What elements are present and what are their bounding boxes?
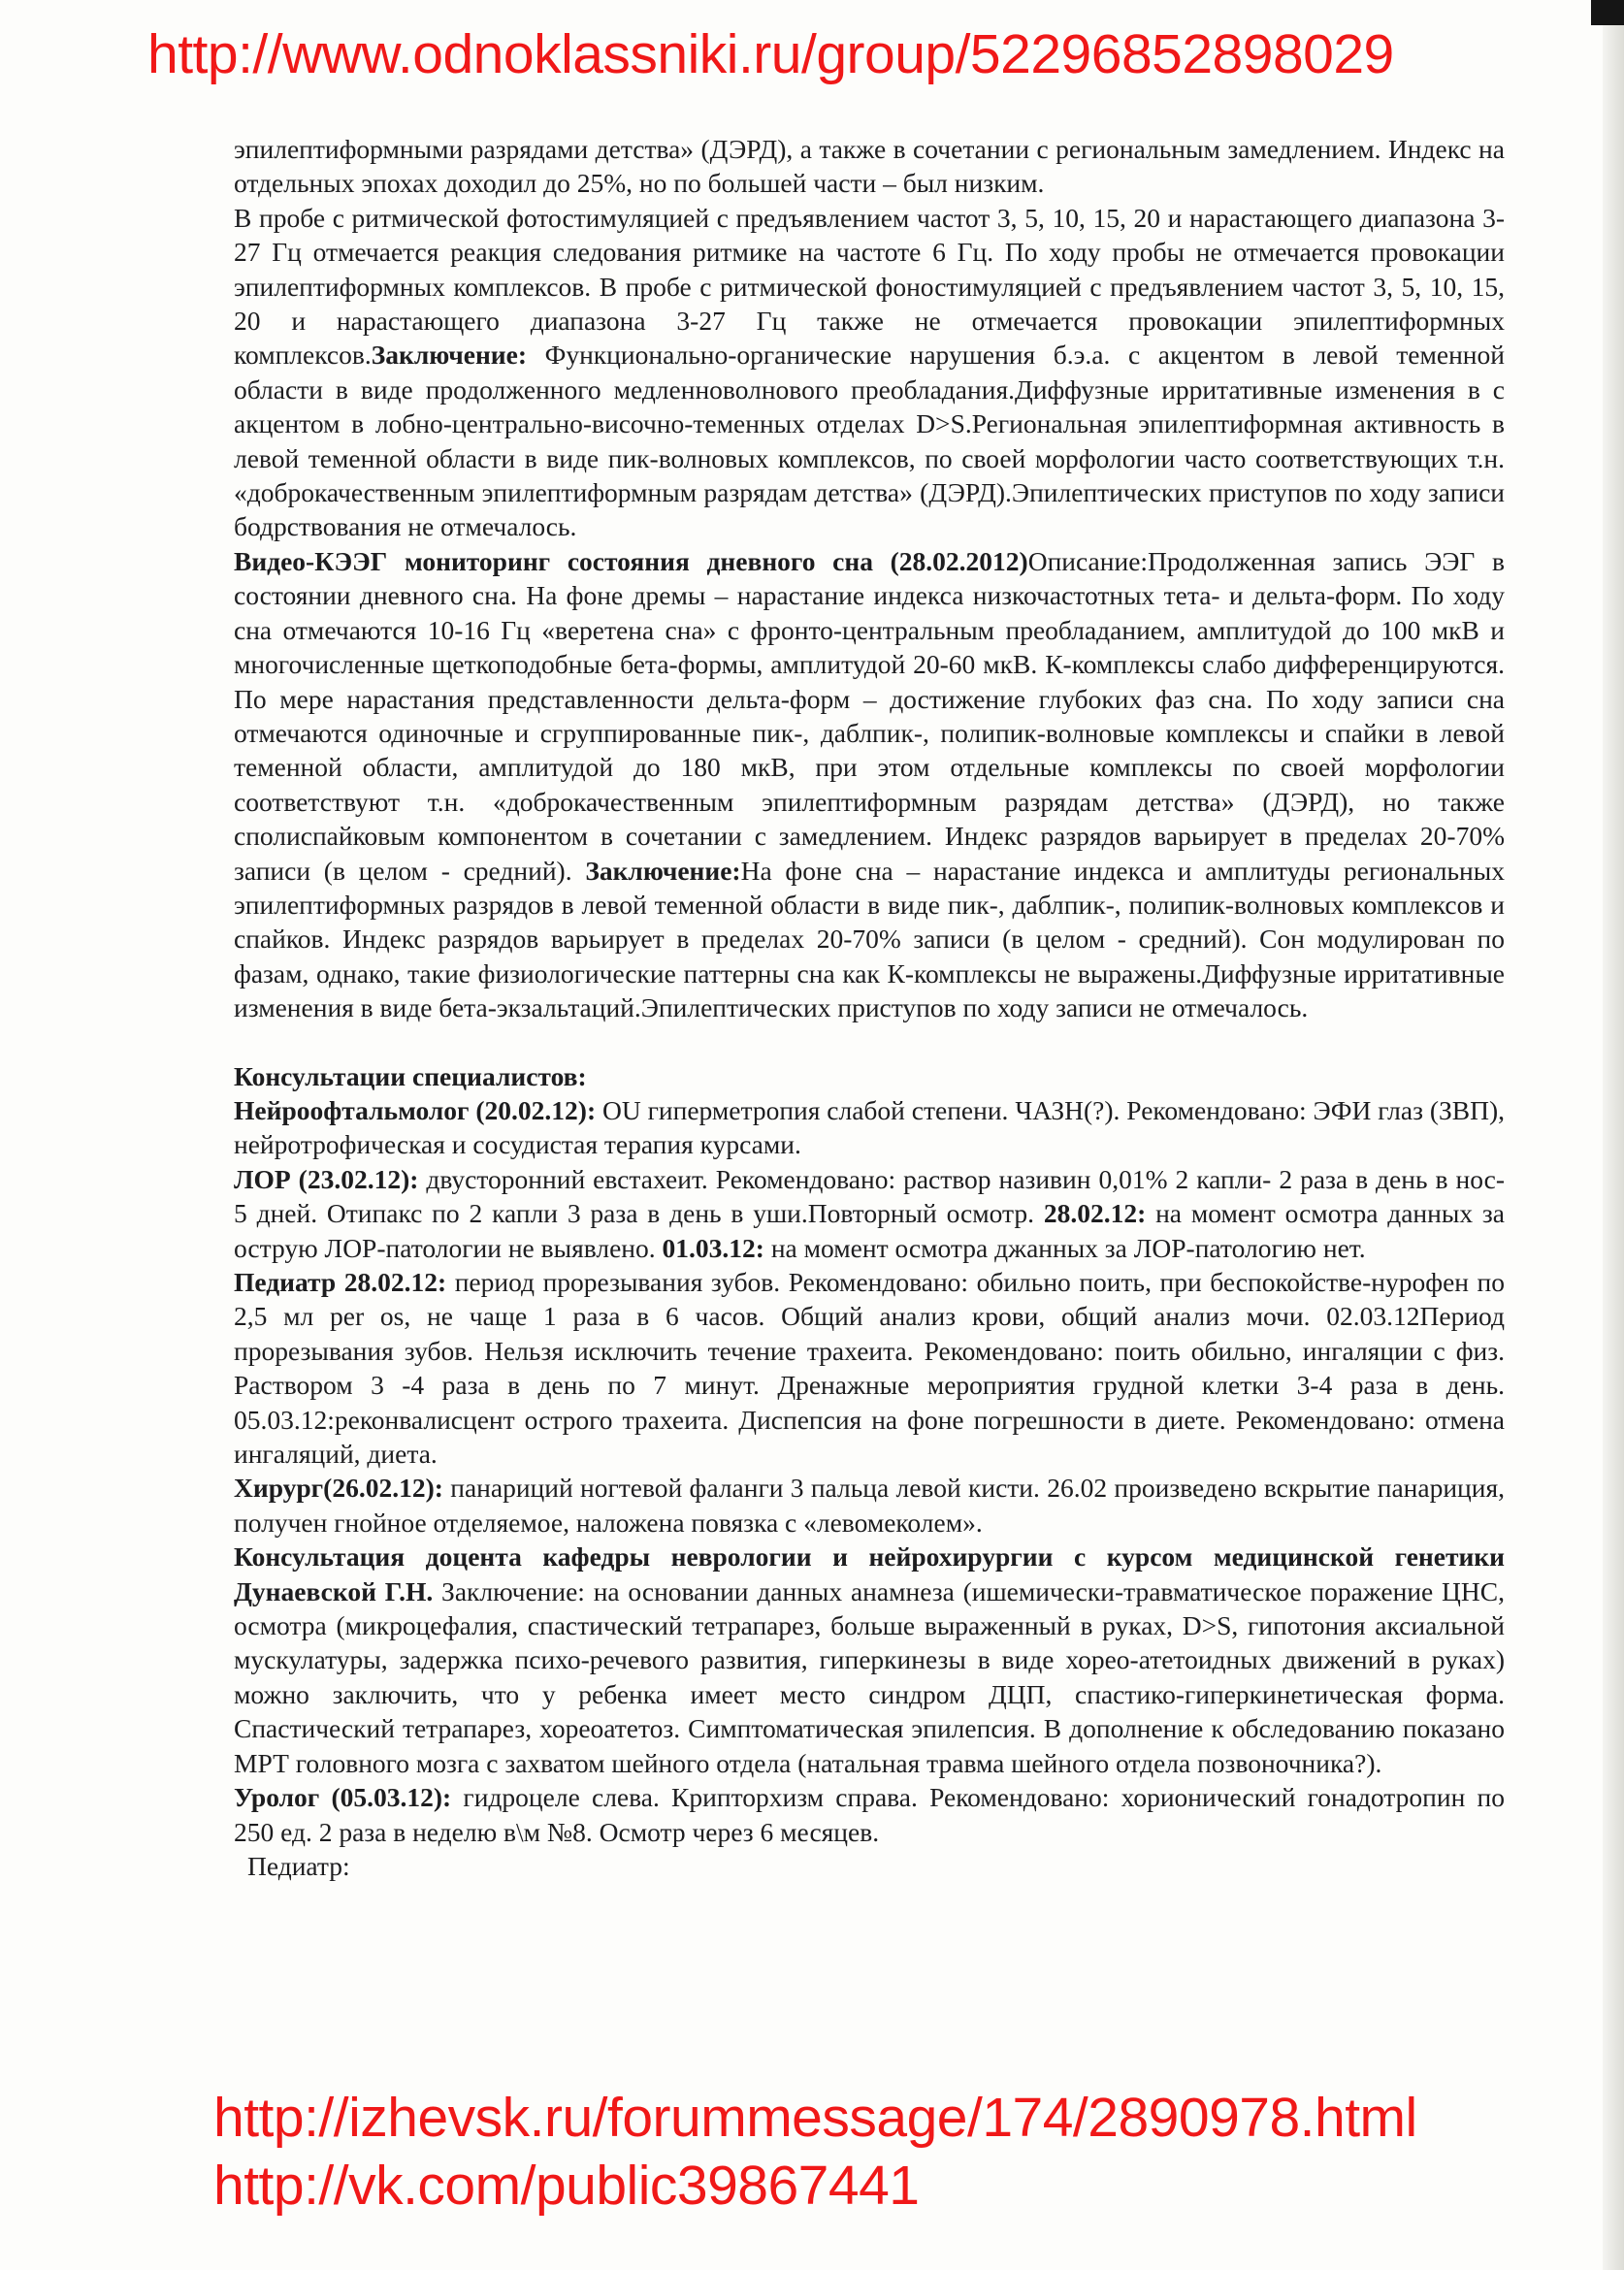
paragraph-stimulation bbox=[234, 201, 1505, 544]
paragraph-pediatrician-label bbox=[234, 1849, 1505, 1883]
watermark-bottom-url-1: http://izhevsk.ru/forummessage/174/2890978.html bbox=[213, 2087, 1417, 2149]
paragraph-sleep-eeg bbox=[234, 544, 1505, 1025]
label-date: 28.02.12: bbox=[1043, 1198, 1147, 1229]
text: Функционально-органические нарушения б.э.а. с акцентом в левой теменной области в виде продолженного медленноволнового преобладания.Диффузные ирритативные изменения в с акцентом в лобно-центрально-височно-теменных отделах D>S.Региональная эпилептиформная активность в левой теменной области в виде пик-волновых комплексов, по своей морфологии часто соответствующих т.н. «доброкачественным эпилептиформным разрядам детства» (ДЭРД).Эпилептических приступов по ходу записи бодрствования не отмечалось. bbox=[234, 340, 1505, 542]
paragraph-docent-consultation bbox=[234, 1540, 1505, 1780]
text: на момент осмотра джанных за ЛОР-патологию нет. bbox=[763, 1232, 1366, 1263]
label-date: 01.03.12: bbox=[662, 1232, 764, 1263]
paragraph-eeg-wake-end bbox=[234, 132, 1505, 201]
text: В пробе с ритмической фотостимуляцией с предъявлением частот 3, 5, 10, 15, 20 и нарастающего диапазона 3-27 Гц отмечается реакция следования ритмике на частоте 6 Гц. По ходу пробы не отмечается провокации эпилептиформных комплексов. В пробе с ритмической фоностимуляцией с предъявлением частот 3, 5, 10, 15, 20 и нарастающего диапазона 3-27 Гц также не отмечается провокации эпилептиформных комплексов. bbox=[234, 202, 1505, 371]
label-conclusion: Заключение: bbox=[585, 855, 741, 886]
label-specialist: ЛОР (23.02.12): bbox=[234, 1163, 419, 1194]
paragraph-pediatrician bbox=[234, 1265, 1505, 1471]
scan-corner-mark bbox=[1591, 0, 1624, 25]
text: OU гиперметропия слабой степени. ЧАЗН(?). Рекомендовано: ЭФИ глаз (ЗВП), нейротрофическая и сосудистая терапия курсами. bbox=[234, 1094, 1505, 1160]
text: двусторонний евстахеит. Рекомендовано: раствор називин 0,01% 2 капли- 2 раза в день в нос- 5 дней. Отипакс по 2 капли 3 раза в день в уши.Повторный осмотр. bbox=[234, 1163, 1506, 1229]
text: период прорезывания зубов. Рекомендовано: обильно поить, при беспокойстве-нурофен по 2,5 мл per os, не чаще 1 раза в 6 часов. Общий анализ крови, общий анализ мочи. 02.03.12Период прорезывания зубов. Нельзя исключить течение трахеита. Рекомендовано: поить обильно, ингаляции с физ. Раствором 3 -4 раза в день по 7 минут. Дренажные мероприятия грудной клетки 3-4 раза в день. 05.03.12:реконвалисцент острого трахеита. Диспепсия на фоне погрешности в диете. Рекомендовано: отмена ингаляций, диета. bbox=[234, 1267, 1506, 1470]
label-specialist: Консультация доцента кафедры неврологии и нейрохирургии с курсом медицинской генетики Дунаевской Г.Н. bbox=[234, 1541, 1505, 1606]
text: панариций ногтевой фаланги 3 пальца левой кисти. 26.02 произведено вскрытие панариция, получен гнойное отделяемое, наложена повязка с «левомеколем». bbox=[234, 1473, 1505, 1538]
paragraph-urologist bbox=[234, 1780, 1505, 1849]
text: Заключение: на основании данных анамнеза (ишемически-травматическое поражение ЦНС, осмотра (микроцефалия, спастический тетрапарез, больше выраженный в руках, D>S, гипотония аксиальной мускулатуры, задержка психо-речевого развития, гиперкинезы в виде хорео-атетоидных движений в руках) можно заключить, что у ребенка имеет место синдром ДЦП, спастико-гиперкинетическая форма. Спастический тетрапарез, хореоатетоз. Симптоматическая эпилепсия. В дополнение к обследованию показано МРТ головного мозга с захватом шейного отдела (натальная травма шейного отдела позвоночника?). bbox=[234, 1575, 1505, 1778]
label-specialist: Нейроофтальмолог (20.02.12): bbox=[234, 1094, 597, 1125]
scan-edge bbox=[1603, 0, 1624, 2270]
text: На фоне сна – нарастание индекса и амплитуды региональных эпилептиформных разрядов в левой теменной области в виде пик-, даблпик-, полипик-волновых комплексов и спайков. Индекс разрядов варьирует в пределах 20-70% записи (в целом - средний). Сон модулирован по фазам, однако, такие физиологические паттерны сна как К-комплексы не выражены.Диффузные ирритативные изменения в виде бета-экзальтаций.Эпилептических приступов по ходу записи не отмечалось. bbox=[234, 855, 1505, 1023]
text: эпилептиформными разрядами детства» (ДЭРД), а также в сочетании с региональным замедлением. Индекс на отдельных эпохах доходил до 25%, но по большей части – был низким. bbox=[234, 134, 1505, 199]
text: на момент осмотра данных за острую ЛОР-патологии не выявлено. bbox=[234, 1198, 1506, 1263]
watermark-top-url: http://www.odnoklassniki.ru/group/52296852898029 bbox=[147, 23, 1394, 85]
paragraph-neuroophthalmologist bbox=[234, 1093, 1505, 1162]
paragraph-surgeon bbox=[234, 1471, 1505, 1540]
heading-sleep-monitoring: Видео-КЭЭГ мониторинг состояния дневного сна (28.02.2012) bbox=[234, 545, 1028, 576]
label-specialist: Педиатр 28.02.12: bbox=[234, 1267, 447, 1297]
text: Педиатр: bbox=[247, 1850, 350, 1881]
document-body bbox=[234, 132, 1505, 1883]
heading-consultations: Консультации специалистов: bbox=[234, 1060, 587, 1091]
label-specialist: Уролог (05.03.12): bbox=[234, 1782, 452, 1813]
label-conclusion: Заключение: bbox=[371, 340, 528, 371]
text: гидроцеле слева. Крипторхизм справа. Рекомендовано: хорионический гонадотропин по 250 ед. 2 раза в неделю в\м №8. Осмотр через 6 месяцев. bbox=[234, 1782, 1505, 1847]
label-specialist: Хирург(26.02.12): bbox=[234, 1473, 443, 1504]
paragraph-lor bbox=[234, 1162, 1505, 1265]
watermark-bottom-url-2: http://vk.com/public39867441 bbox=[213, 2155, 920, 2217]
consultations-heading bbox=[234, 1059, 1505, 1093]
text: Описание:Продолженная запись ЭЭГ в состоянии дневного сна. На фоне дремы – нарастание индекса низкочастотных тета- и дельта-форм. По ходу сна отмечаются 10-16 Гц «веретена сна» с фронто-центральным преобладанием, амплитудой до 100 мкВ и многочисленные щеткоподобные бета-формы, амплитудой 20-60 мкВ. К-комплексы слабо дифференцируются. По мере нарастания представленности дельта-форм – достижение глубоких фаз сна. По ходу записи сна отмечаются одиночные и сгруппированные пик-, даблпик-, полипик-волновые комплексы и спайки в левой теменной области, амплитудой до 180 мкВ, при этом отдельные комплексы по своей морфологии соответствуют т.н. «доброкачественным эпилептиформным разрядам детства» (ДЭРД), но также сполиспайковым компонентом в сочетании с замедлением. Индекс разрядов варьирует в пределах 20-70% записи (в целом - средний). bbox=[234, 545, 1505, 886]
